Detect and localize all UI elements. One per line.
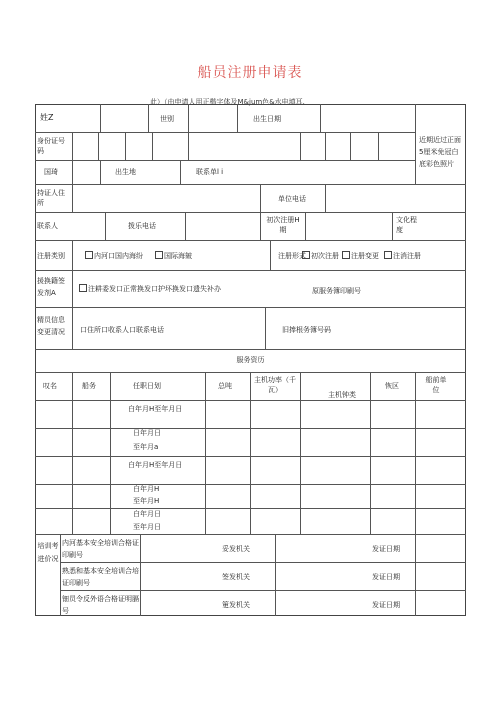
label-training: 培训考进价况 [37,542,59,563]
training-cert-2: 熟悉和基本安全培训合培证印刷号 [62,567,139,587]
training-date-3: 发证日期 [372,601,400,609]
training-date-1: 发证日期 [372,545,400,553]
service-history-heading: 服务资历 [236,356,265,364]
checkbox-icon [155,251,163,259]
col-term: 任职日划 [133,382,161,390]
training-issuer-3: 筻发机关 [222,601,250,609]
label-reg-form: 注册形式 [278,252,306,260]
label-old-record-no: 旧捧根务簿号码 [282,326,331,334]
label-contact-person: 联系人 [37,222,58,230]
training-issuer-2: 签发机关 [222,573,250,581]
label-reg-category: 注册类别 [37,252,65,260]
service-term-4b: 至年月H [133,497,160,505]
label-work-phone: 单位电话 [278,195,306,203]
label-mobile: 拨乐电话 [128,222,156,230]
service-term-2b: 至年月a [133,443,159,451]
col-main-type: 主机钟类 [328,391,356,399]
form-option-3[interactable]: 注消注册 [384,251,421,261]
label-birthplace: 出生地 [115,168,136,176]
label-address: 持证人住所 [37,189,65,207]
service-term-5a: 白年月日 [133,510,161,518]
service-term-1: 白年月H至年月日 [128,405,183,413]
training-date-2: 发证日期 [372,573,400,581]
training-issuer-1: 妥发机关 [222,545,250,553]
service-term-3: 白年月H至年月日 [128,461,183,469]
col-ship-owner: 船前单位 [425,376,447,394]
checkbox-icon [342,251,350,259]
label-record-no: 原服务簿印刷号 [312,287,361,295]
category-option-2[interactable]: 国际海皴 [155,251,192,261]
label-photo: 近期近过正面5厘米免冠白底彩色照片 [419,136,461,168]
change-options[interactable]: 注耕委发口正常换发口护坏换发口遗失补办 [79,284,221,294]
service-term-4a: 白年月H [133,485,160,493]
label-first-reg-date: 初次注册H期 [266,216,300,234]
label-nationality: 国琦 [44,168,58,176]
checkbox-icon [302,251,310,259]
form-note: 此）（由申请人用正楷字体及M&jum色&水电填耳. [150,98,305,106]
training-cert-1: 内河基本安全培训合格证印刷号 [62,539,139,559]
checkbox-icon [384,251,392,259]
col-main-power: 主机功率（千瓦） [254,376,296,394]
checkbox-icon [79,284,87,292]
label-change-type: 援换籍签发剂A [37,277,65,297]
form-option-1[interactable]: 初次注册 [302,251,339,261]
label-gender: 世别 [160,115,174,123]
label-info-change: 精员信息变更清况 [37,316,65,336]
label-contact: 联系单l i [196,168,224,176]
service-term-2a: 日年月日 [133,429,161,437]
category-option-1[interactable]: 内河口国内海纷 [85,251,143,261]
label-id-no: 身份证号码 [37,137,65,155]
checkbox-icon [85,251,93,259]
col-ship-name: 叹名 [43,382,57,390]
form-option-2[interactable]: 注册变更 [342,251,379,261]
col-area: 恢区 [385,382,399,390]
contact-change-options[interactable]: 口住所口收系人口联系电话 [80,326,164,334]
form-title: 船员注册申请表 [197,65,303,81]
label-name: 姓Z [40,113,54,122]
training-cert-3: 钿员令反外语合格证明膈号 [62,595,139,615]
label-education: 文化程度 [396,216,417,234]
col-tonnage: 总吨 [218,382,232,390]
label-dob: 出生日期 [253,115,281,123]
service-term-5b: 至年月日 [133,523,161,531]
col-position: 船务 [82,382,96,390]
